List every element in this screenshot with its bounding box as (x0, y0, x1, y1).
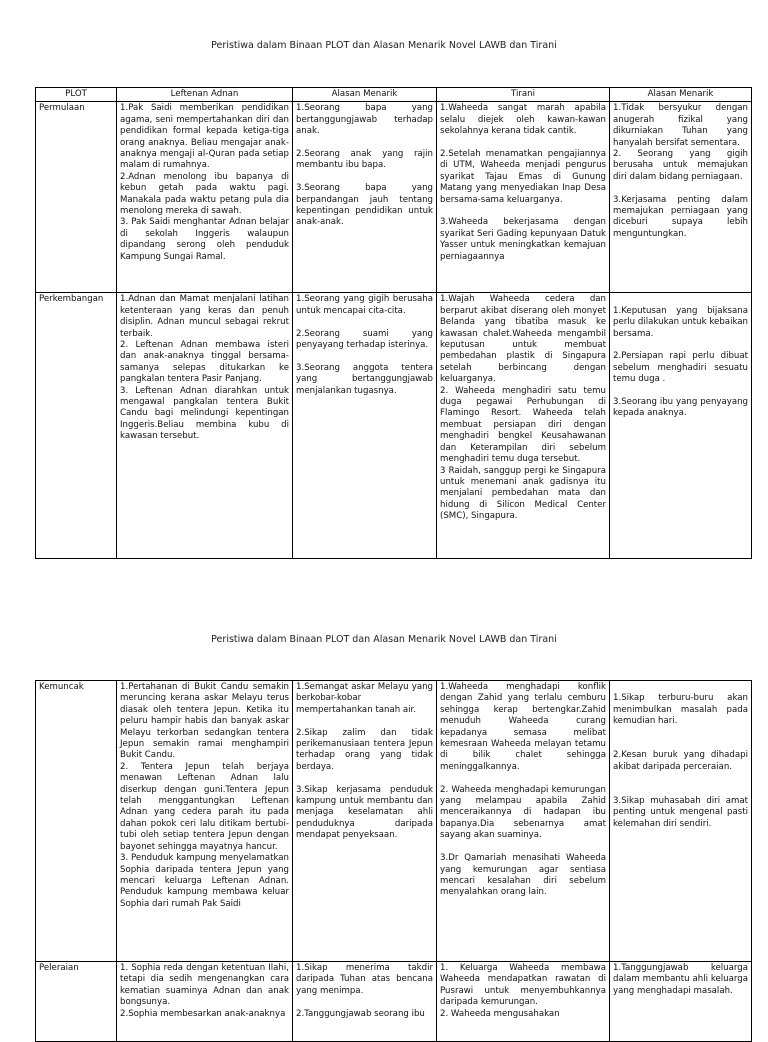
leftenan-adnan-cell: 1.Adnan dan Mamat menjalani latihan ketenteraan yang keras dan penuh disiplin. Adnan muncul sebagai rekrut terbaik. 2. Leftenan Adnan membawa isteri dan anak-anaknya tinggal bersama-samanya selepas ditukarkan ke pangkalan tentera Pasir Panjang. 3. Leftenan Adnan diarahkan untuk mengawal pangkalan tentera Bukit Candu bagi melindungi kepentingan Inggeris.Beliau membina kubu di kawasan tersebut. (117, 293, 293, 559)
table-row (36, 962, 752, 1042)
tirani-cell: 1.Waheeda menghadapi konflik dengan Zahid yang terlalu cemburu sehingga kerap bertengkar.Zahid menuduh Waheeda curang kepadanya semasa melibat kemesraan Waheeda melayan tetamu di bilik chalet sehingga meninggalkannya. 2. Waheeda menghadapi kemurungan yang melampau apabila Zahid menceraikannya di hadapan ibu bapanya.Dia sebenarnya amat sayang akan suaminya. 3.Dr Qamariah menasihati Waheeda yang kemurungan agar sentiasa mencari kesalahan diri sebelum menyalahkan orang lain. (437, 681, 610, 962)
alasan-menarik-cell: 1.Seorang bapa yang bertanggungjawab terhadap anak. 2.Seorang anak yang rajin membantu ibu bapa. 3.Seorang bapa yang berpandangan jauh tentang kepentingan pendidikan untuk anak-anak. (293, 102, 437, 293)
column-header-plot: PLOT (36, 88, 117, 102)
column-header-alasan-menarik: Alasan Menarik (293, 88, 437, 102)
leftenan-adnan-cell: 1.Pertahanan di Bukit Candu semakin meruncing kerana askar Melayu terus diasak oleh tentera Jepun. Ketika itu peluru hampir habis dan banyak askar Melayu terkorban sedangkan tentera Jepun semakin ramai menghampiri Bukit Candu. 2. Tentera Jepun telah berjaya menawan Leftenan Adnan lalu diserkup dengan guni.Tentera Jepun telah menggantungkan Leftenan Adnan yang cedera parah itu pada dahan pokok ceri lalu ditikam bertubi-tubi oleh setiap tentera Jepun dengan bayonet sehingga mayatnya hancur. 3. Penduduk kampung menyelamatkan Sophia daripada tentera Jepun yang mencari keluarga Leftenan Adnan. Penduduk kampung membawa keluar Sophia dari rumah Pak Saidi (117, 681, 293, 962)
page-title: Peristiwa dalam Binaan PLOT dan Alasan Menarik Novel LAWB dan Tirani (211, 634, 557, 645)
alasan-menarik-cell: 1.Tanggungjawab keluarga dalam membantu ahli keluarga yang menghadapi masalah. (610, 962, 752, 1042)
alasan-menarik-cell: 1.Sikap terburu-buru akan menimbulkan masalah pada kemudian hari. 2.Kesan buruk yang dihadapi akibat daripada perceraian. 3.Sikap muhasabah diri amat penting untuk mengenal pasti kelemahan diri sendiri. (610, 681, 752, 962)
plot-stage-cell: Permulaan (36, 102, 117, 293)
alasan-menarik-cell: 1.Tidak bersyukur dengan anugerah fizikal yang dikurniakan Tuhan yang hanyalah bersifat sementara. 2. Seorang yang gigih berusaha untuk memajukan diri dalam bidang perniagaan. 3.Kerjasama penting dalam memajukan perniagaan yang diceburi supaya lebih menguntungkan. (610, 102, 752, 293)
tirani-cell: 1.Waheeda sangat marah apabila selalu diejek oleh kawan-kawan sekolahnya kerana tidak cantik. 2.Setelah menamatkan pengajiannya di UTM, Waheeda menjadi pengurus syarikat Tajau Emas di Gunung Matang yang menyediakan Inap Desa bersama-sama keluarganya. 3.Waheeda bekerjasama dengan syarikat Seri Gading kepunyaan Datuk Yasser untuk meningkatkan kemajuan perniagaannya (437, 102, 610, 293)
alasan-menarik-cell: 1.Sikap menerima takdir daripada Tuhan atas bencana yang menimpa. 2.Tanggungjawab seorang ibu (293, 962, 437, 1042)
column-header-alasan-menarik: Alasan Menarik (610, 88, 752, 102)
plot-table (35, 87, 752, 559)
table-row (36, 293, 752, 559)
plot-table (35, 680, 752, 1042)
alasan-menarik-cell: 1.Semangat askar Melayu yang berkobar-kobar mempertahankan tanah air. 2.Sikap zalim dan tidak perikemanusiaan tentera Jepun terhadap orang yang tidak berdaya. 3.Sikap kerjasama penduduk kampung untuk membantu dan menjaga keselamatan ahli penduduknya daripada mendapat penyeksaan. (293, 681, 437, 962)
column-header-leftenan-adnan: Leftenan Adnan (117, 88, 293, 102)
plot-stage-cell: Perkembangan (36, 293, 117, 559)
table-row (36, 681, 752, 962)
table-row (36, 102, 752, 293)
tirani-cell: 1.Wajah Waheeda cedera dan berparut akibat diserang oleh monyet Belanda yang tibatiba masuk ke kawasan chalet.Waheeda mengambil keputusan untuk membuat pembedahan plastik di Singapura setelah berbincang dengan keluarganya. 2. Waheeda menghadiri satu temu duga pegawai Perhubungan di Flamingo Resort. Waheeda telah membuat persiapan diri dengan menghadiri bengkel Keusahawanan dan Keterampilan diri sebelum menghadiri temu duga tersebut. 3 Raidah, sanggup pergi ke Singapura untuk menemani anak gadisnya itu menjalani pembedahan mata dan hidung di Silicon Medical Center (SMC), Singapura. (437, 293, 610, 559)
plot-stage-cell: Kemuncak (36, 681, 117, 962)
alasan-menarik-cell: 1.Seorang yang gigih berusaha untuk mencapai cita-cita. 2.Seorang suami yang penyayang terhadap isterinya. 3.Seorang anggota tentera yang bertanggungjawab menjalankan tugasnya. (293, 293, 437, 559)
column-header-tirani: Tirani (437, 88, 610, 102)
page-title: Peristiwa dalam Binaan PLOT dan Alasan Menarik Novel LAWB dan Tirani (211, 40, 557, 51)
tirani-cell: 1. Keluarga Waheeda membawa Waheeda mendapatkan rawatan di Pusrawi untuk menyembuhkannya daripada kemurungan. 2. Waheeda mengusahakan (437, 962, 610, 1042)
table-header-row (36, 88, 752, 102)
plot-stage-cell: Peleraian (36, 962, 117, 1042)
leftenan-adnan-cell: 1. Sophia reda dengan ketentuan Ilahi, tetapi dia sedih mengenangkan cara kematian suaminya Adnan dan anak bongsunya. 2.Sophia membesarkan anak-anaknya (117, 962, 293, 1042)
alasan-menarik-cell: 1.Keputusan yang bijaksana perlu dilakukan untuk kebaikan bersama. 2.Persiapan rapi perlu dibuat sebelum menghadiri sesuatu temu duga . 3.Seorang ibu yang penyayang kepada anaknya. (610, 293, 752, 559)
leftenan-adnan-cell: 1.Pak Saidi memberikan pendidikan agama, seni mempertahankan diri dan pendidikan formal kepada ketiga-tiga orang anaknya. Beliau mengajar anak-anaknya mengaji al-Quran pada setiap malam di rumahnya. 2.Adnan menolong ibu bapanya di kebun getah pada waktu pagi. Manakala pada waktu petang pula dia menolong mereka di sawah. 3. Pak Saidi menghantar Adnan belajar di sekolah Inggeris walaupun dipandang serong oleh penduduk Kampung Sungai Ramal. (117, 102, 293, 293)
